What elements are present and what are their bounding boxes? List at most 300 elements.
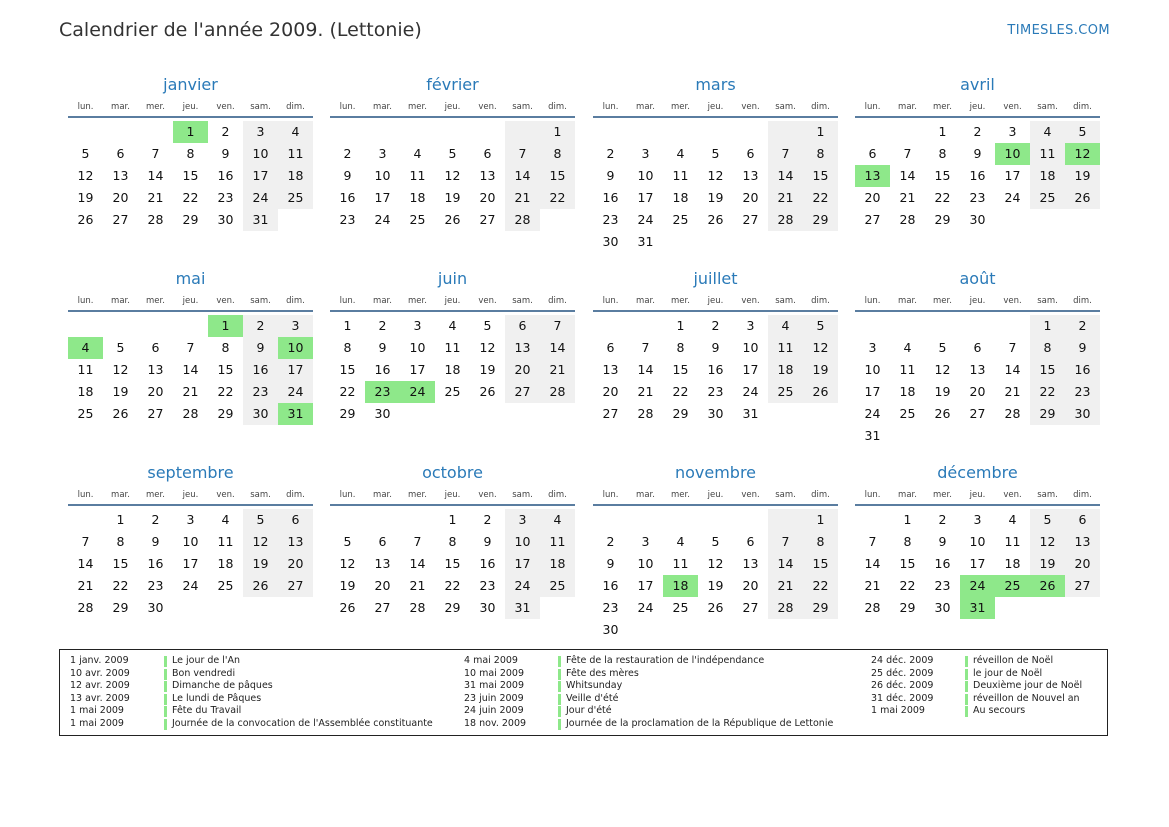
month-calendar bbox=[593, 462, 838, 641]
day-cell: 16 bbox=[707, 362, 724, 377]
day-cell: 22 bbox=[112, 578, 129, 593]
day-cell: 28 bbox=[147, 212, 164, 227]
week-row bbox=[68, 187, 313, 209]
day-cell: 23 bbox=[969, 190, 986, 205]
day-cell: 2 bbox=[973, 124, 982, 139]
day-cell: 6 bbox=[378, 534, 387, 549]
legend-color-marker bbox=[558, 656, 561, 667]
legend-holiday-name: Fête du Travail bbox=[172, 705, 242, 717]
day-cell: 7 bbox=[151, 146, 160, 161]
weekday-header bbox=[330, 293, 575, 312]
weekday-header bbox=[68, 293, 313, 312]
day-cell: 21 bbox=[540, 359, 575, 381]
empty-cell bbox=[1030, 425, 1065, 447]
day-cell: 6 bbox=[746, 146, 755, 161]
legend-date: 24 déc. 2009 bbox=[871, 655, 934, 666]
day-cell: 10 bbox=[505, 531, 540, 553]
weekday-label: mer. bbox=[671, 102, 690, 112]
week-row bbox=[68, 553, 313, 575]
weekday-label: mer. bbox=[671, 490, 690, 500]
day-cell: 23 bbox=[602, 212, 619, 227]
day-cell: 13 bbox=[602, 362, 619, 377]
day-cell: 27 bbox=[969, 406, 986, 421]
day-cell: 3 bbox=[505, 509, 540, 531]
day-cell: 10 bbox=[243, 143, 278, 165]
legend-date: 26 déc. 2009 bbox=[871, 680, 934, 692]
day-cell: 18 bbox=[672, 190, 689, 205]
week-row bbox=[593, 187, 838, 209]
legend-holiday-name: Au secours bbox=[973, 705, 1026, 717]
day-cell: 29 bbox=[444, 600, 461, 615]
week-row bbox=[593, 315, 838, 337]
weekday-label: sam. bbox=[250, 296, 271, 306]
legend-holiday-name: Dimanche de pâques bbox=[172, 680, 273, 692]
day-cell: 12 bbox=[243, 531, 278, 553]
week-row bbox=[330, 597, 575, 619]
weekday-label: jeu. bbox=[182, 490, 199, 500]
day-cell: 12 bbox=[112, 362, 129, 377]
day-cell: 2 bbox=[343, 146, 352, 161]
legend-row bbox=[871, 705, 1082, 718]
empty-cell bbox=[995, 425, 1030, 447]
day-cell: 7 bbox=[1008, 340, 1017, 355]
day-cell: 18 bbox=[278, 165, 313, 187]
day-cell: 2 bbox=[483, 512, 492, 527]
day-cell: 24 bbox=[505, 575, 540, 597]
day-cell: 8 bbox=[1030, 337, 1065, 359]
day-cell: 11 bbox=[278, 143, 313, 165]
legend-holiday-name: Fête de la restauration de l'indépendance bbox=[566, 655, 765, 666]
day-cell: 10 bbox=[637, 168, 654, 183]
weekday-label: sam. bbox=[512, 296, 533, 306]
day-cell: 2 bbox=[606, 534, 615, 549]
month-name: mai bbox=[175, 269, 206, 288]
day-cell: 22 bbox=[803, 187, 838, 209]
legend-color-marker bbox=[965, 706, 968, 717]
weekday-label: ven. bbox=[741, 490, 760, 500]
day-cell: 9 bbox=[151, 534, 160, 549]
weekday-label: lun. bbox=[864, 490, 881, 500]
weekday-label: lun. bbox=[864, 296, 881, 306]
day-cell: 11 bbox=[217, 534, 234, 549]
weekday-header bbox=[593, 487, 838, 506]
weekday-label: mar. bbox=[373, 102, 392, 112]
day-cell: 4 bbox=[768, 315, 803, 337]
weekday-label: mar. bbox=[636, 490, 655, 500]
week-row bbox=[68, 403, 313, 425]
week-row bbox=[593, 597, 838, 619]
week-row bbox=[593, 359, 838, 381]
day-cell: 17 bbox=[243, 165, 278, 187]
legend-holiday-name: le jour de Noël bbox=[973, 667, 1043, 679]
day-cell: 21 bbox=[864, 578, 881, 593]
day-cell: 7 bbox=[540, 315, 575, 337]
month-name: décembre bbox=[937, 463, 1018, 482]
week-row bbox=[330, 403, 575, 425]
legend-row bbox=[464, 693, 833, 706]
day-cell: 10 bbox=[374, 168, 391, 183]
day-cell: 29 bbox=[803, 597, 838, 619]
day-cell: 21 bbox=[409, 578, 426, 593]
empty-cell bbox=[1065, 425, 1100, 447]
weekday-label: lun. bbox=[77, 296, 94, 306]
weekday-label: dim. bbox=[811, 102, 830, 112]
holiday-day-cell: 13 bbox=[855, 165, 890, 187]
legend-date: 23 juin 2009 bbox=[464, 692, 524, 704]
day-cell: 6 bbox=[483, 146, 492, 161]
day-cell: 9 bbox=[343, 168, 352, 183]
day-cell: 15 bbox=[182, 168, 199, 183]
day-cell: 13 bbox=[278, 531, 313, 553]
holiday-day-cell: 24 bbox=[960, 575, 995, 597]
empty-cell bbox=[663, 121, 698, 143]
day-cell: 7 bbox=[768, 143, 803, 165]
weekday-label: ven. bbox=[741, 296, 760, 306]
day-cell: 17 bbox=[182, 556, 199, 571]
day-cell: 25 bbox=[768, 381, 803, 403]
empty-cell bbox=[628, 619, 663, 641]
day-cell: 16 bbox=[374, 362, 391, 377]
day-cell: 21 bbox=[77, 578, 94, 593]
day-cell: 3 bbox=[746, 318, 755, 333]
day-cell: 2 bbox=[938, 512, 947, 527]
legend-color-marker bbox=[965, 656, 968, 667]
day-cell: 23 bbox=[339, 212, 356, 227]
day-cell: 21 bbox=[899, 190, 916, 205]
day-cell: 17 bbox=[637, 578, 654, 593]
day-cell: 8 bbox=[803, 143, 838, 165]
day-cell: 24 bbox=[182, 578, 199, 593]
week-row bbox=[855, 337, 1100, 359]
day-cell: 7 bbox=[768, 531, 803, 553]
day-cell: 11 bbox=[1030, 143, 1065, 165]
empty-cell bbox=[995, 315, 1030, 337]
empty-cell bbox=[330, 509, 365, 531]
day-cell: 14 bbox=[77, 556, 94, 571]
weekday-label: lun. bbox=[339, 490, 356, 500]
weekday-label: lun. bbox=[77, 102, 94, 112]
legend-row bbox=[70, 655, 433, 668]
day-cell: 23 bbox=[217, 190, 234, 205]
legend-date: 12 avr. 2009 bbox=[70, 680, 130, 692]
day-cell: 6 bbox=[116, 146, 125, 161]
weekday-label: jeu. bbox=[969, 490, 986, 500]
day-cell: 3 bbox=[868, 340, 877, 355]
month-calendar bbox=[330, 462, 575, 619]
day-cell: 18 bbox=[540, 553, 575, 575]
day-cell: 24 bbox=[864, 406, 881, 421]
day-cell: 14 bbox=[409, 556, 426, 571]
weekday-label: lun. bbox=[339, 296, 356, 306]
day-cell: 30 bbox=[217, 212, 234, 227]
day-cell: 20 bbox=[742, 190, 759, 205]
week-row bbox=[855, 403, 1100, 425]
day-cell: 11 bbox=[672, 556, 689, 571]
weekday-label: mer. bbox=[408, 296, 427, 306]
legend-row bbox=[871, 680, 1082, 693]
day-cell: 14 bbox=[505, 165, 540, 187]
empty-cell bbox=[103, 315, 138, 337]
weekday-label: jeu. bbox=[707, 490, 724, 500]
empty-cell bbox=[698, 619, 733, 641]
day-cell: 12 bbox=[1030, 531, 1065, 553]
empty-cell bbox=[505, 121, 540, 143]
day-cell: 13 bbox=[112, 168, 129, 183]
weekday-label: jeu. bbox=[969, 296, 986, 306]
empty-cell bbox=[960, 425, 995, 447]
empty-cell bbox=[803, 403, 838, 425]
empty-cell bbox=[173, 315, 208, 337]
empty-cell bbox=[68, 121, 103, 143]
legend-row bbox=[70, 718, 433, 731]
day-cell: 30 bbox=[707, 406, 724, 421]
legend-row bbox=[871, 655, 1082, 668]
day-cell: 1 bbox=[676, 318, 685, 333]
day-cell: 17 bbox=[637, 190, 654, 205]
empty-cell bbox=[663, 619, 698, 641]
week-row bbox=[68, 597, 313, 619]
week-row bbox=[593, 209, 838, 231]
day-cell: 26 bbox=[707, 212, 724, 227]
day-cell: 9 bbox=[606, 168, 615, 183]
day-cell: 12 bbox=[444, 168, 461, 183]
month-calendar bbox=[68, 462, 313, 619]
day-cell: 23 bbox=[479, 578, 496, 593]
empty-cell bbox=[698, 121, 733, 143]
day-cell: 28 bbox=[899, 212, 916, 227]
day-cell: 23 bbox=[707, 384, 724, 399]
weekday-header bbox=[593, 293, 838, 312]
day-cell: 30 bbox=[602, 234, 619, 249]
legend-color-marker bbox=[558, 669, 561, 680]
holiday-day-cell: 10 bbox=[278, 337, 313, 359]
weekday-label: lun. bbox=[864, 102, 881, 112]
empty-cell bbox=[1065, 209, 1100, 231]
day-cell: 22 bbox=[803, 575, 838, 597]
day-cell: 30 bbox=[147, 600, 164, 615]
legend-row bbox=[871, 693, 1082, 706]
empty-cell bbox=[733, 231, 768, 253]
week-row bbox=[330, 315, 575, 337]
legend-row bbox=[464, 655, 833, 668]
empty-cell bbox=[768, 231, 803, 253]
weekday-header bbox=[855, 293, 1100, 312]
week-row bbox=[593, 143, 838, 165]
day-cell: 13 bbox=[742, 556, 759, 571]
day-cell: 14 bbox=[1004, 362, 1021, 377]
brand-link[interactable]: TIMESLES.COM bbox=[1007, 23, 1110, 38]
day-cell: 22 bbox=[540, 187, 575, 209]
legend-color-marker bbox=[164, 706, 167, 717]
day-cell: 28 bbox=[637, 406, 654, 421]
week-row bbox=[330, 187, 575, 209]
weekday-label: ven. bbox=[478, 490, 497, 500]
legend-row bbox=[464, 718, 833, 731]
day-cell: 19 bbox=[803, 359, 838, 381]
week-row bbox=[855, 597, 1100, 619]
month-name: janvier bbox=[163, 75, 218, 94]
day-cell: 9 bbox=[606, 556, 615, 571]
day-cell: 22 bbox=[1030, 381, 1065, 403]
week-row bbox=[330, 143, 575, 165]
day-cell: 29 bbox=[112, 600, 129, 615]
empty-cell bbox=[628, 509, 663, 531]
legend-holiday-name: Journée de la convocation de l'Assemblée constituante bbox=[172, 717, 433, 729]
legend-row bbox=[871, 668, 1082, 681]
day-cell: 22 bbox=[182, 190, 199, 205]
empty-cell bbox=[698, 509, 733, 531]
day-cell: 13 bbox=[1065, 531, 1100, 553]
empty-cell bbox=[995, 597, 1030, 619]
day-cell: 3 bbox=[1008, 124, 1017, 139]
day-cell: 4 bbox=[540, 509, 575, 531]
day-cell: 8 bbox=[343, 340, 352, 355]
week-row bbox=[330, 121, 575, 143]
day-cell: 28 bbox=[182, 406, 199, 421]
day-cell: 28 bbox=[1004, 406, 1021, 421]
legend-color-marker bbox=[164, 719, 167, 730]
day-cell: 11 bbox=[409, 168, 426, 183]
holiday-day-cell: 10 bbox=[995, 143, 1030, 165]
week-row bbox=[68, 575, 313, 597]
day-cell: 24 bbox=[243, 187, 278, 209]
day-cell: 28 bbox=[77, 600, 94, 615]
day-cell: 21 bbox=[147, 190, 164, 205]
empty-cell bbox=[628, 121, 663, 143]
week-row bbox=[855, 425, 1100, 447]
weekday-label: ven. bbox=[1003, 102, 1022, 112]
day-cell: 2 bbox=[221, 124, 230, 139]
week-row bbox=[68, 509, 313, 531]
day-cell: 11 bbox=[768, 337, 803, 359]
month-calendar bbox=[593, 74, 838, 253]
day-cell: 1 bbox=[938, 124, 947, 139]
day-cell: 6 bbox=[1065, 509, 1100, 531]
week-row bbox=[330, 337, 575, 359]
weekday-label: mar. bbox=[373, 296, 392, 306]
weekday-label: jeu. bbox=[444, 490, 461, 500]
day-cell: 19 bbox=[112, 384, 129, 399]
day-cell: 20 bbox=[479, 190, 496, 205]
day-cell: 11 bbox=[77, 362, 94, 377]
day-cell: 1 bbox=[1030, 315, 1065, 337]
page-title: Calendrier de l'année 2009. (Lettonie) bbox=[59, 19, 422, 41]
month-name: octobre bbox=[422, 463, 483, 482]
day-cell: 5 bbox=[448, 146, 457, 161]
day-cell: 15 bbox=[540, 165, 575, 187]
weekday-label: ven. bbox=[478, 296, 497, 306]
week-row bbox=[593, 553, 838, 575]
empty-cell bbox=[243, 597, 278, 619]
day-cell: 30 bbox=[602, 622, 619, 637]
day-cell: 22 bbox=[444, 578, 461, 593]
week-row bbox=[68, 165, 313, 187]
day-cell: 15 bbox=[803, 165, 838, 187]
day-cell: 31 bbox=[505, 597, 540, 619]
legend-color-marker bbox=[558, 719, 561, 730]
day-cell: 27 bbox=[112, 212, 129, 227]
holiday-legend bbox=[59, 649, 1108, 736]
legend-color-marker bbox=[965, 681, 968, 692]
empty-cell bbox=[855, 315, 890, 337]
day-cell: 20 bbox=[969, 384, 986, 399]
holiday-day-cell: 25 bbox=[995, 575, 1030, 597]
empty-cell bbox=[470, 121, 505, 143]
empty-cell bbox=[768, 403, 803, 425]
holiday-day-cell: 24 bbox=[400, 381, 435, 403]
week-row bbox=[68, 531, 313, 553]
day-cell: 21 bbox=[768, 187, 803, 209]
legend-holiday-name: Journée de la proclamation de la République de Lettonie bbox=[566, 717, 834, 729]
weekday-label: ven. bbox=[216, 102, 235, 112]
empty-cell bbox=[733, 121, 768, 143]
legend-holiday-name: Bon vendredi bbox=[172, 667, 236, 679]
empty-cell bbox=[103, 121, 138, 143]
legend-color-marker bbox=[558, 694, 561, 705]
day-cell: 31 bbox=[864, 428, 881, 443]
day-cell: 12 bbox=[479, 340, 496, 355]
day-cell: 15 bbox=[217, 362, 234, 377]
week-row bbox=[68, 359, 313, 381]
week-row bbox=[330, 575, 575, 597]
weekday-label: mer. bbox=[146, 296, 165, 306]
weekday-label: mar. bbox=[373, 490, 392, 500]
day-cell: 28 bbox=[864, 600, 881, 615]
day-cell: 16 bbox=[243, 359, 278, 381]
legend-row bbox=[464, 668, 833, 681]
legend-column-2 bbox=[464, 655, 833, 731]
day-cell: 19 bbox=[339, 578, 356, 593]
day-cell: 12 bbox=[803, 337, 838, 359]
holiday-day-cell: 31 bbox=[278, 403, 313, 425]
day-cell: 19 bbox=[479, 362, 496, 377]
day-cell: 6 bbox=[606, 340, 615, 355]
day-cell: 18 bbox=[768, 359, 803, 381]
week-row bbox=[593, 121, 838, 143]
weekday-label: lun. bbox=[602, 490, 619, 500]
day-cell: 28 bbox=[505, 209, 540, 231]
day-cell: 16 bbox=[1065, 359, 1100, 381]
day-cell: 25 bbox=[444, 384, 461, 399]
week-row bbox=[855, 165, 1100, 187]
day-cell: 2 bbox=[711, 318, 720, 333]
week-row bbox=[593, 619, 838, 641]
week-row bbox=[330, 359, 575, 381]
legend-date: 1 mai 2009 bbox=[871, 705, 925, 717]
week-row bbox=[593, 403, 838, 425]
weekday-label: dim. bbox=[811, 490, 830, 500]
weekday-label: jeu. bbox=[444, 296, 461, 306]
month-calendar bbox=[68, 74, 313, 231]
week-row bbox=[68, 337, 313, 359]
weekday-label: dim. bbox=[548, 490, 567, 500]
day-cell: 10 bbox=[409, 340, 426, 355]
day-cell: 26 bbox=[77, 212, 94, 227]
day-cell: 7 bbox=[81, 534, 90, 549]
legend-row bbox=[70, 680, 433, 693]
day-cell: 1 bbox=[540, 121, 575, 143]
month-name: juillet bbox=[693, 269, 738, 288]
weekday-label: mer. bbox=[933, 296, 952, 306]
day-cell: 11 bbox=[899, 362, 916, 377]
empty-cell bbox=[505, 403, 540, 425]
day-cell: 1 bbox=[903, 512, 912, 527]
day-cell: 19 bbox=[1030, 553, 1065, 575]
weekday-label: mar. bbox=[898, 490, 917, 500]
empty-cell bbox=[278, 597, 313, 619]
day-cell: 6 bbox=[505, 315, 540, 337]
weekday-label: mer. bbox=[408, 490, 427, 500]
